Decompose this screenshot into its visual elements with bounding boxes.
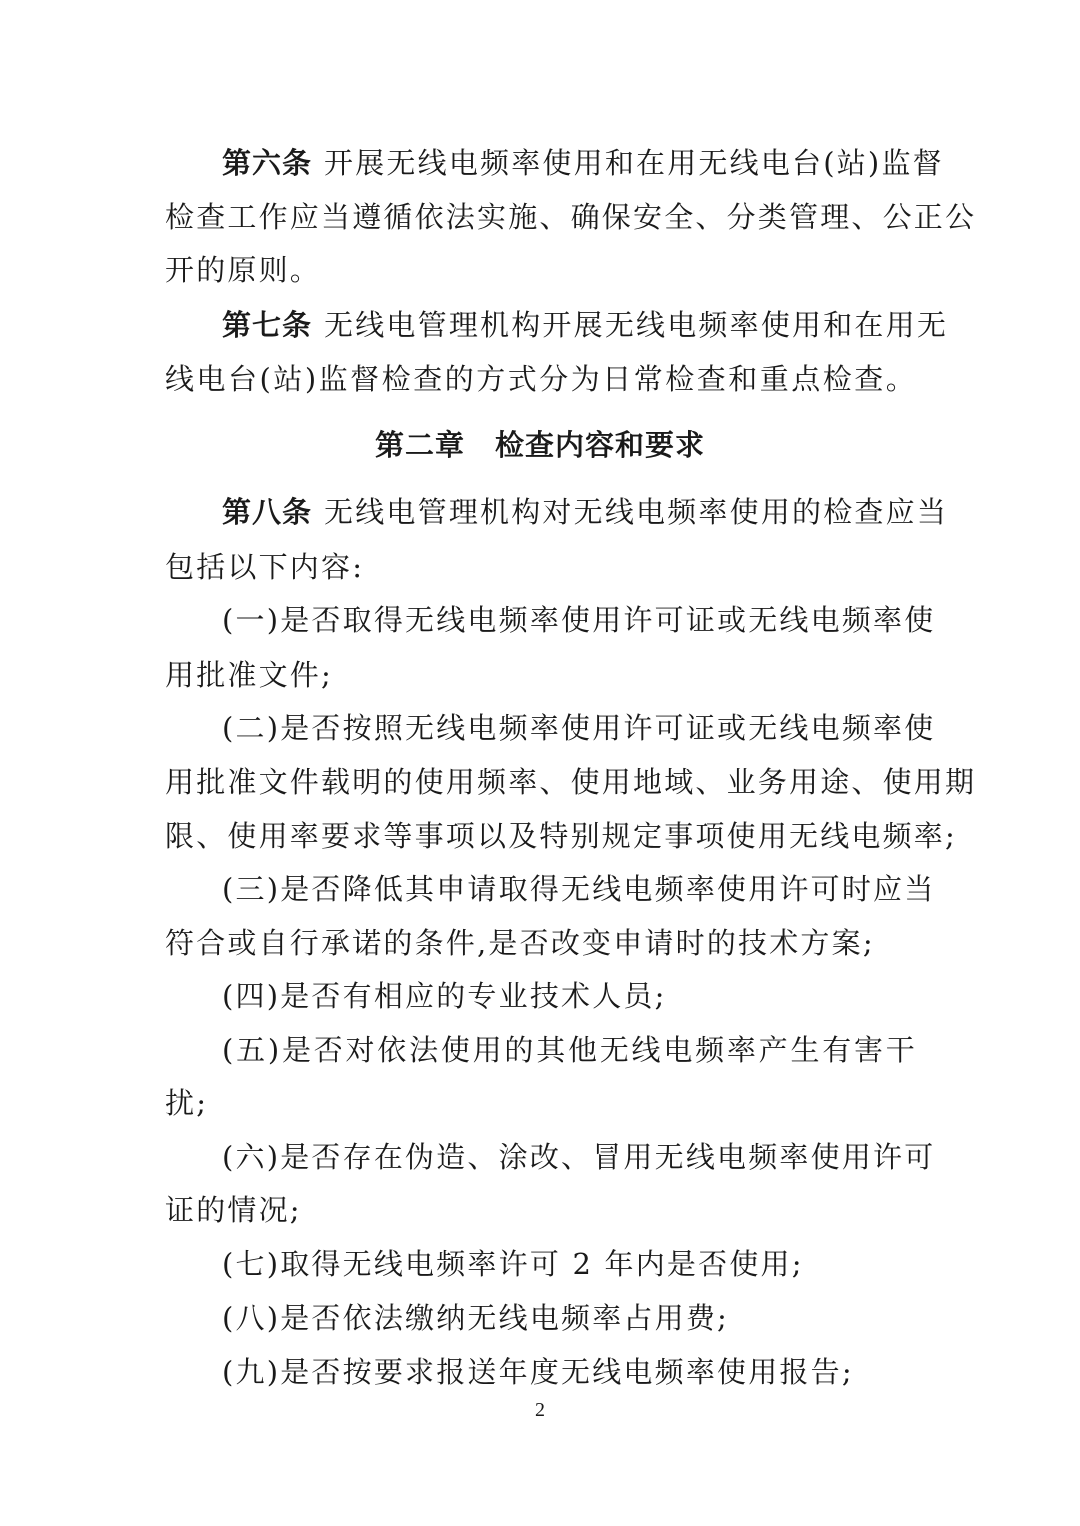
list-item-8-line-1: (八)是否依法缴纳无线电频率占用费;	[222, 1301, 729, 1335]
list-item-1-line-2: 用批准文件;	[165, 658, 333, 692]
article-8-label: 第八条	[222, 495, 313, 529]
article-6-line-1	[222, 143, 944, 183]
list-item-2-line-2: 用批准文件载明的使用频率、使用地域、业务用途、使用期	[165, 765, 977, 799]
list-item-9-line-1: (九)是否按要求报送年度无线电频率使用报告;	[222, 1355, 854, 1389]
list-item-5-line-2: 扰;	[165, 1086, 209, 1120]
list-item-5-line-1: (五)是否对依法使用的其他无线电频率产生有害干	[222, 1033, 917, 1067]
article-8-line-2: 包括以下内容:	[165, 550, 365, 584]
page-number: 2	[535, 1399, 545, 1421]
chapter-number: 第二章	[374, 428, 465, 462]
article-7-label: 第七条	[222, 308, 313, 342]
list-item-6-line-1: (六)是否存在伪造、涂改、冒用无线电频率使用许可	[222, 1140, 936, 1174]
article-7-text: 无线电管理机构开展无线电频率使用和在用无	[324, 308, 949, 342]
list-item-7-line-1: (七)取得无线电频率许可 2 年内是否使用;	[222, 1247, 804, 1281]
article-8-text: 无线电管理机构对无线电频率使用的检查应当	[324, 495, 949, 529]
article-6-line-2: 检查工作应当遵循依法实施、确保安全、分类管理、公正公	[165, 200, 977, 234]
list-item-2-line-3: 限、使用率要求等事项以及特别规定事项使用无线电频率;	[165, 819, 957, 853]
article-6-line-3: 开的原则。	[165, 253, 322, 287]
list-item-2-line-1: (二)是否按照无线电频率使用许可证或无线电频率使	[222, 711, 936, 745]
article-6-label: 第六条	[222, 146, 313, 180]
article-8-line-1	[222, 492, 949, 532]
chapter-title: 检查内容和要求	[495, 428, 706, 462]
list-item-1-line-1: (一)是否取得无线电频率使用许可证或无线电频率使	[222, 603, 936, 637]
list-item-6-line-2: 证的情况;	[165, 1193, 302, 1227]
article-7-line-1	[222, 305, 949, 345]
list-item-4-line-1: (四)是否有相应的专业技术人员;	[222, 979, 667, 1013]
article-7-line-2: 线电台(站)监督检查的方式分为日常检查和重点检查。	[165, 362, 917, 396]
chapter-heading	[0, 425, 1080, 465]
article-6-text: 开展无线电频率使用和在用无线电台(站)监督	[324, 146, 944, 180]
list-item-3-line-1: (三)是否降低其申请取得无线电频率使用许可时应当	[222, 872, 936, 906]
list-item-3-line-2: 符合或自行承诺的条件,是否改变申请时的技术方案;	[165, 926, 875, 960]
